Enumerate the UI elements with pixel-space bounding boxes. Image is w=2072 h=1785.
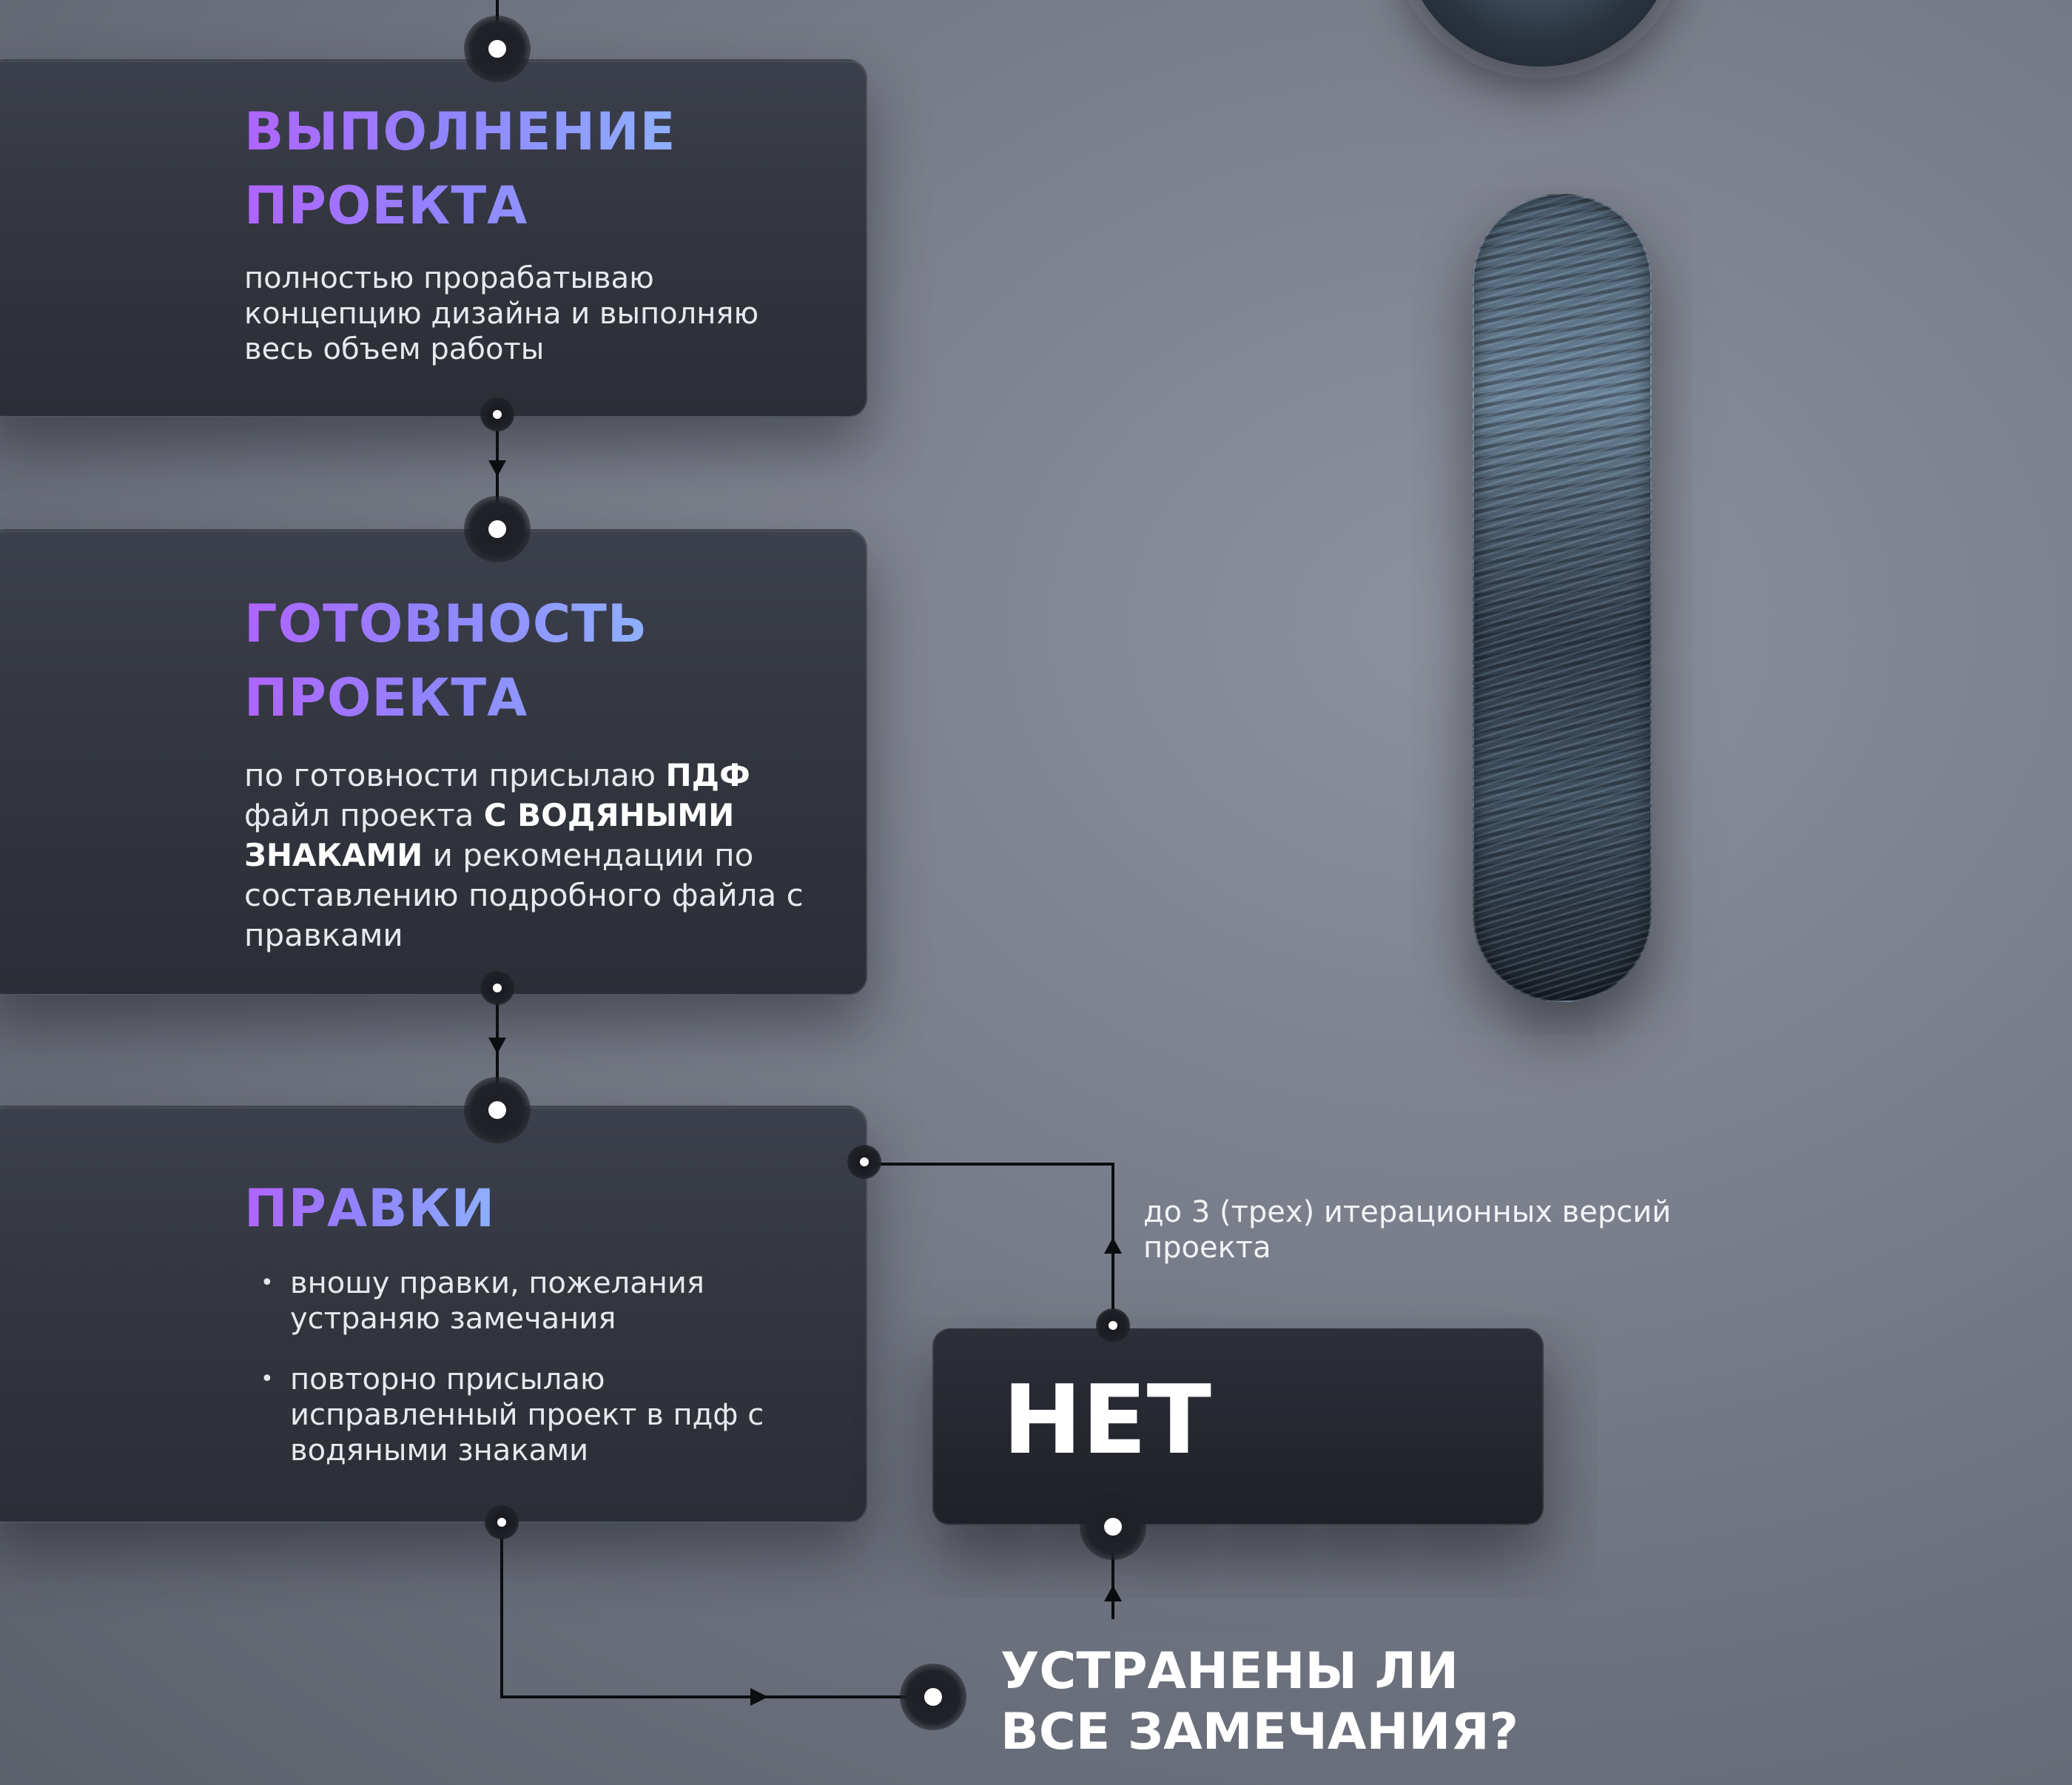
node-step-revisions xyxy=(464,1077,531,1143)
heading-line: ВЫПОЛНЕНИЕ xyxy=(244,101,676,162)
step-heading-readiness xyxy=(244,587,648,735)
step-heading-revisions xyxy=(244,1171,495,1246)
arrow-decision-to-no xyxy=(1104,1585,1122,1601)
connector-no-loop xyxy=(864,1164,1113,1326)
description-bold: С ВОДЯНЫМИ ЗНАКАМИ xyxy=(244,797,735,873)
connector-dot-no-top xyxy=(1096,1308,1130,1342)
step-description-readiness xyxy=(244,756,821,955)
heading-line: ПРОЕКТА xyxy=(244,668,528,728)
revisions-bullet-list xyxy=(260,1265,823,1493)
description-text: файл проекта xyxy=(244,797,484,833)
arrow-to-decision xyxy=(750,1688,768,1706)
description-text: по готовности присылаю xyxy=(244,757,666,793)
description-text: и рекомендации по составлению подробного файла с правками xyxy=(244,837,804,953)
step-heading-execution xyxy=(244,95,676,243)
node-decision xyxy=(900,1664,966,1730)
heading-line: ПРОЕКТА xyxy=(244,175,528,236)
bullet-item: • вношу правки, пожелания устраняю замечания xyxy=(260,1265,823,1337)
loop-note: до 3 (трех) итерационных версий проекта xyxy=(1143,1195,1672,1265)
arrow-no-loop-up xyxy=(1104,1237,1122,1254)
connector-dot-readiness-bottom xyxy=(480,971,514,1005)
heading-line: ПРАВКИ xyxy=(244,1178,496,1239)
connector-dot-revisions-bottom xyxy=(485,1505,519,1539)
node-no-bottom xyxy=(1080,1493,1146,1560)
bullet-item: • повторно присылаю исправленный проект в пдф с водяными знаками xyxy=(260,1362,823,1468)
connector-dot-execution-bottom xyxy=(480,397,514,431)
answer-no-label: НЕТ xyxy=(1003,1365,1211,1476)
node-step-readiness xyxy=(464,496,531,562)
connector-step3-decision xyxy=(502,1523,934,1697)
heading-line: ГОТОВНОСТЬ xyxy=(244,594,648,654)
connector-dot-revisions-loop xyxy=(847,1145,881,1179)
decision-question xyxy=(1000,1641,1666,1763)
description-bold: ПДФ xyxy=(665,757,750,793)
arrow-step2-step3 xyxy=(488,1038,506,1054)
arrow-step1-step2 xyxy=(488,460,506,477)
question-line: УСТРАНЕНЫ ЛИ xyxy=(1000,1642,1459,1701)
question-line: ВСЕ ЗАМЕЧАНИЯ? xyxy=(1000,1703,1519,1761)
step-description-execution: полностью прорабатываю концепцию дизайна и выполняю весь объем работы xyxy=(244,261,759,366)
node-step-execution xyxy=(464,16,531,82)
